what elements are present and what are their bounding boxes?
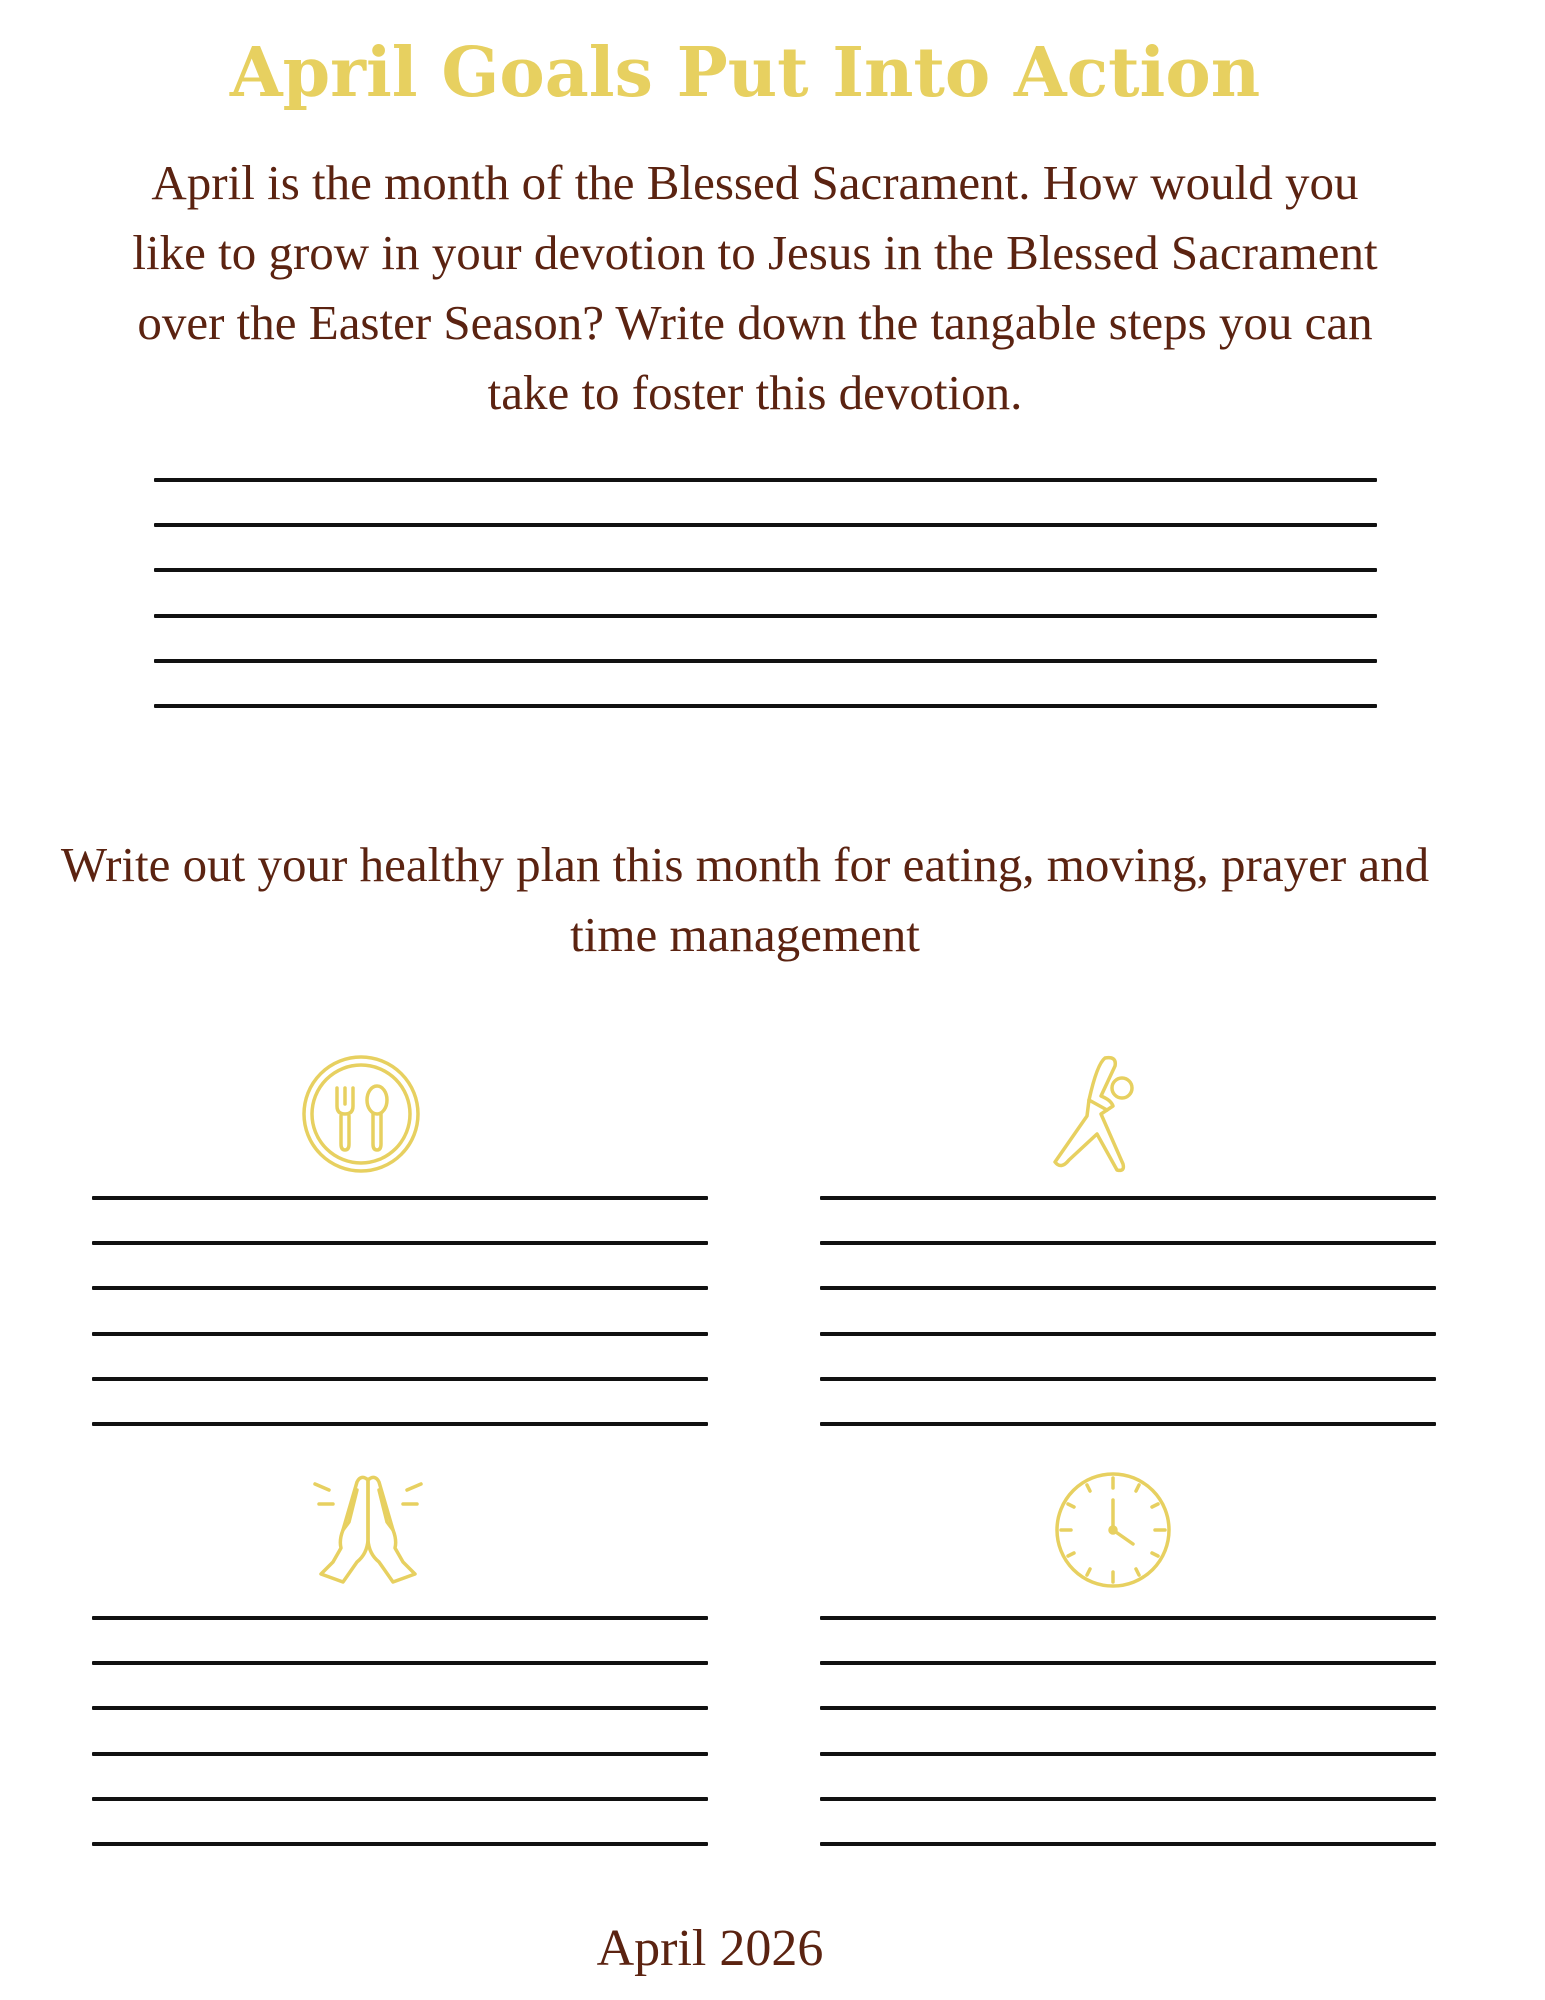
moving-writing-lines[interactable] [820,1196,1436,1426]
writing-line[interactable] [820,1377,1436,1381]
writing-line[interactable] [820,1752,1436,1756]
healthy-plan-prompt: Write out your healthy plan this month for eating, moving, prayer and time management [60,837,1430,962]
writing-line[interactable] [820,1332,1436,1336]
footer-date: April 2026 [596,1920,824,1977]
time-management-writing-lines[interactable] [820,1616,1436,1846]
writing-line[interactable] [92,1706,708,1710]
writing-line[interactable] [820,1286,1436,1290]
writing-line[interactable] [92,1422,708,1426]
writing-line[interactable] [92,1241,708,1245]
writing-line[interactable] [820,1706,1436,1710]
writing-line[interactable] [154,704,1377,708]
writing-line[interactable] [820,1616,1436,1620]
writing-line[interactable] [92,1797,708,1801]
devotion-prompt: April is the month of the Blessed Sacrament. How would you like to grow in your devotion to Jesus in the Blessed Sacrament over the Easter Season? Write down the tangable steps you can take to foster this devotion. [132,155,1378,420]
writing-line[interactable] [820,1422,1436,1426]
prayer-writing-lines[interactable] [92,1616,708,1846]
writing-line[interactable] [820,1842,1436,1846]
writing-line[interactable] [820,1241,1436,1245]
writing-line[interactable] [154,659,1377,663]
writing-line[interactable] [92,1616,708,1620]
writing-line[interactable] [154,614,1377,618]
writing-line[interactable] [154,568,1377,572]
fork-spoon-plate-icon [301,1054,421,1174]
writing-line[interactable] [92,1842,708,1846]
writing-line[interactable] [154,478,1377,482]
writing-line[interactable] [92,1377,708,1381]
writing-line[interactable] [820,1661,1436,1665]
eating-writing-lines[interactable] [92,1196,708,1426]
writing-line[interactable] [92,1661,708,1665]
page-title: April Goals Put Into Action [229,33,1261,113]
writing-line[interactable] [92,1332,708,1336]
writing-line[interactable] [92,1752,708,1756]
writing-line[interactable] [92,1286,708,1290]
writing-line[interactable] [154,523,1377,527]
devotion-writing-lines[interactable] [154,478,1377,708]
clock-icon [1053,1470,1173,1590]
stretching-person-icon [1017,1052,1147,1182]
writing-line[interactable] [820,1797,1436,1801]
praying-hands-icon [313,1470,423,1586]
writing-line[interactable] [820,1196,1436,1200]
writing-line[interactable] [92,1196,708,1200]
